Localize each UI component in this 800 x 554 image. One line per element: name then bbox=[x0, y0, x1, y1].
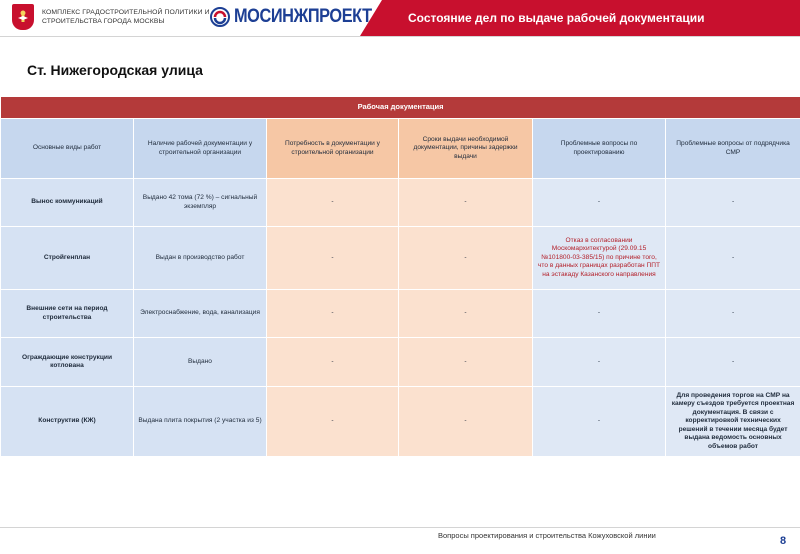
row-contractor-issues: - bbox=[666, 179, 800, 227]
row-work-type: Стройгенплан bbox=[1, 227, 134, 290]
row-contractor-issues: - bbox=[666, 338, 800, 387]
row-design-issues: Отказ в согласовании Москомархитектурой (29.09.15 №101800-03-385/15) по причине того, что в данных границах разработан ППТ на эстакаду Казанского направления bbox=[533, 227, 666, 290]
table-banner: Рабочая документация bbox=[1, 97, 800, 119]
row-deadline: - bbox=[399, 227, 533, 290]
footer-text: Вопросы проектирования и строительства Кожуховской линии bbox=[438, 531, 656, 540]
row-contractor-issues: - bbox=[666, 290, 800, 338]
header-title: Состояние дел по выдаче рабочей документации bbox=[408, 11, 705, 25]
row-design-issues: - bbox=[533, 338, 666, 387]
page-header bbox=[0, 0, 800, 36]
footer-divider bbox=[0, 527, 800, 528]
row-work-type: Ограждающие конструкции котлована bbox=[1, 338, 134, 387]
row-availability: Выдано bbox=[134, 338, 267, 387]
table-row bbox=[1, 338, 800, 387]
page-title: Ст. Нижегородская улица bbox=[27, 62, 203, 78]
row-work-type: Внешние сети на период строительства bbox=[1, 290, 134, 338]
row-availability: Выдана плита покрытия (2 участка из 5) bbox=[134, 387, 267, 457]
table-header-row bbox=[1, 119, 800, 179]
table-row bbox=[1, 227, 800, 290]
row-availability: Выдан в производство работ bbox=[134, 227, 267, 290]
row-availability: Электроснабжение, вода, канализация bbox=[134, 290, 267, 338]
column-header: Сроки выдачи необходимой документации, причины задержки выдачи bbox=[399, 119, 533, 179]
row-need: - bbox=[267, 290, 399, 338]
row-availability: Выдано 42 тома (72 %) – сигнальный экземпляр bbox=[134, 179, 267, 227]
row-need: - bbox=[267, 338, 399, 387]
row-deadline: - bbox=[399, 387, 533, 457]
row-need: - bbox=[267, 227, 399, 290]
row-deadline: - bbox=[399, 290, 533, 338]
logo-text: МОСИНЖПРОЕКТ bbox=[234, 6, 372, 27]
row-design-issues: - bbox=[533, 179, 666, 227]
row-contractor-issues: - bbox=[666, 227, 800, 290]
row-need: - bbox=[267, 387, 399, 457]
table-row bbox=[1, 387, 800, 457]
documentation-table bbox=[0, 96, 800, 457]
row-contractor-issues: Для проведения торгов на СМР на камеру съездов требуется проектная документация. В связи с корректировкой технических решений в течении месяца будет выдана ведомость основных объемов работ bbox=[666, 387, 800, 457]
row-deadline: - bbox=[399, 179, 533, 227]
column-header: Проблемные вопросы по проектированию bbox=[533, 119, 666, 179]
row-work-type: Конструктив (КЖ) bbox=[1, 387, 134, 457]
row-design-issues: - bbox=[533, 387, 666, 457]
row-design-issues: - bbox=[533, 290, 666, 338]
table-row bbox=[1, 290, 800, 338]
column-header: Основные виды работ bbox=[1, 119, 134, 179]
column-header: Проблемные вопросы от подрядчика СМР bbox=[666, 119, 800, 179]
logo-mark-icon bbox=[210, 7, 230, 27]
org-name: КОМПЛЕКС ГРАДОСТРОИТЕЛЬНОЙ ПОЛИТИКИ И СТРОИТЕЛЬСТВА ГОРОДА МОСКВЫ bbox=[42, 9, 210, 25]
row-need: - bbox=[267, 179, 399, 227]
moscow-emblem-icon bbox=[12, 4, 34, 30]
row-deadline: - bbox=[399, 338, 533, 387]
table-row bbox=[1, 179, 800, 227]
column-header: Потребность в документации у строительной организации bbox=[267, 119, 399, 179]
page-number: 8 bbox=[780, 535, 787, 547]
header-divider bbox=[0, 36, 800, 37]
row-work-type: Вынос коммуникаций bbox=[1, 179, 134, 227]
column-header: Наличие рабочей документации у строительной организации bbox=[134, 119, 267, 179]
